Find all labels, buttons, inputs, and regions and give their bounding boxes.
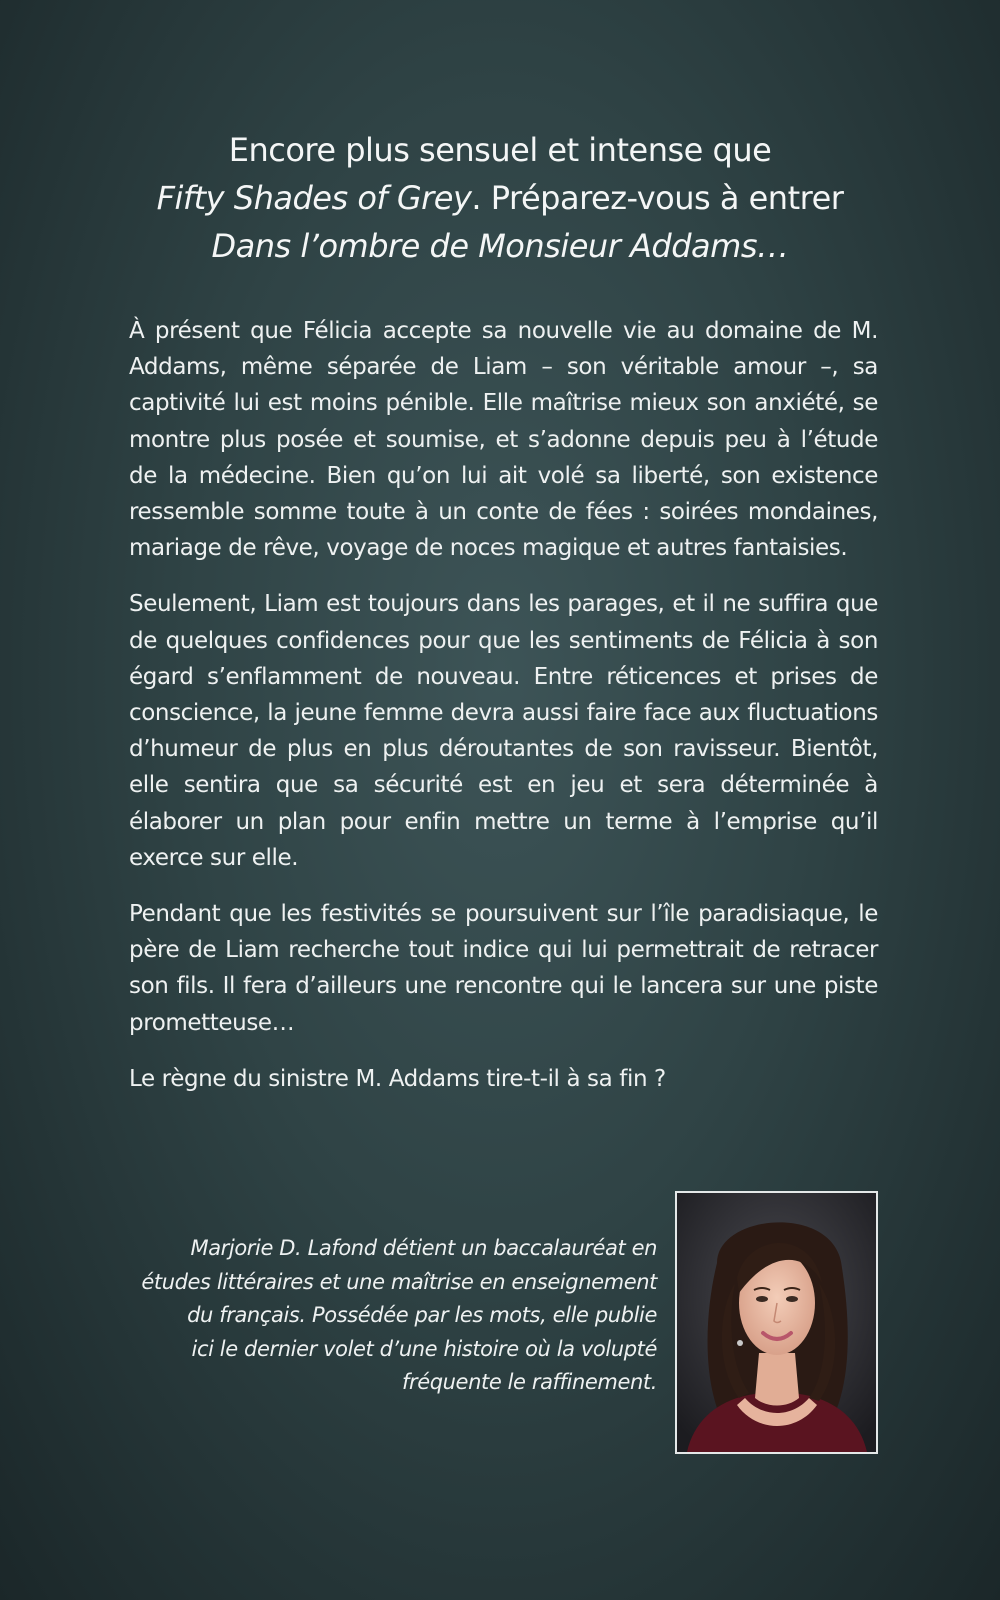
summary-closing-question: Le règne du sinistre M. Addams tire-t-il à sa fin ? bbox=[129, 1065, 666, 1092]
author-portrait-illustration bbox=[677, 1193, 876, 1452]
tagline-line-1: Encore plus sensuel et intense que bbox=[228, 131, 772, 169]
summary-paragraph-3: Pendant que les festivités se poursuivent sur l’île paradisiaque, le père de Liam recherche tout indice qui lui permettrait de retracer son fils. Il fera d’ailleurs une rencontre qui le lancera sur une piste prometteuse… bbox=[129, 901, 878, 1036]
summary-paragraph-2: Seulement, Liam est toujours dans les parages, et il ne suffira que de quelques confidences pour que les sentiments de Félicia à son égard s’enflamment de nouveau. Entre réticences et prises de conscience, la jeune femme devra aussi faire face aux fluctuations d’humeur de plus en plus déroutantes de son ravisseur. Bientôt, elle sentira que sa sécurité est en jeu et sera déterminée à élaborer un plan pour enfin mettre un terme à l’emprise qu’il exerce sur elle. bbox=[129, 591, 878, 871]
summary-paragraph-1: À présent que Félicia accepte sa nouvelle vie au domaine de M. Addams, même séparée de Liam – son véritable amour –, sa captivité lui est moins pénible. Elle maîtrise mieux son anxiété, se montre plus posée et soumise, et s’adonne depuis peu à l’étude de la médecine. Bien qu’on lui ait volé sa liberté, son existence ressemble somme toute à un conte de fées : soirées mondaines, mariage de rêve, voyage de noces magique et autres fantaisies. bbox=[129, 318, 878, 562]
tagline-line-2-rest: . Préparez-vous à entrer bbox=[471, 179, 844, 217]
tagline-line-3 bbox=[100, 222, 900, 270]
author-bio bbox=[110, 1232, 657, 1400]
cover-tagline bbox=[100, 126, 900, 270]
author-bio-line: études littéraires et une maîtrise en enseignement bbox=[141, 1269, 657, 1294]
tagline-line-2 bbox=[100, 174, 900, 222]
author-bio-line: ici le dernier volet d’une histoire où la volupté bbox=[191, 1336, 657, 1361]
tagline-book-title: Fifty Shades of Grey bbox=[156, 179, 472, 217]
author-bio-line: du français. Possédée par les mots, elle publie bbox=[187, 1303, 657, 1327]
author-bio-line: fréquente le raffinement. bbox=[401, 1370, 657, 1394]
author-bio-line: Marjorie D. Lafond détient un baccalauréat en bbox=[190, 1236, 657, 1260]
author-photo bbox=[675, 1191, 878, 1454]
book-summary bbox=[129, 313, 878, 1117]
tagline-series-title: Dans l’ombre de Monsieur Addams… bbox=[211, 227, 789, 265]
